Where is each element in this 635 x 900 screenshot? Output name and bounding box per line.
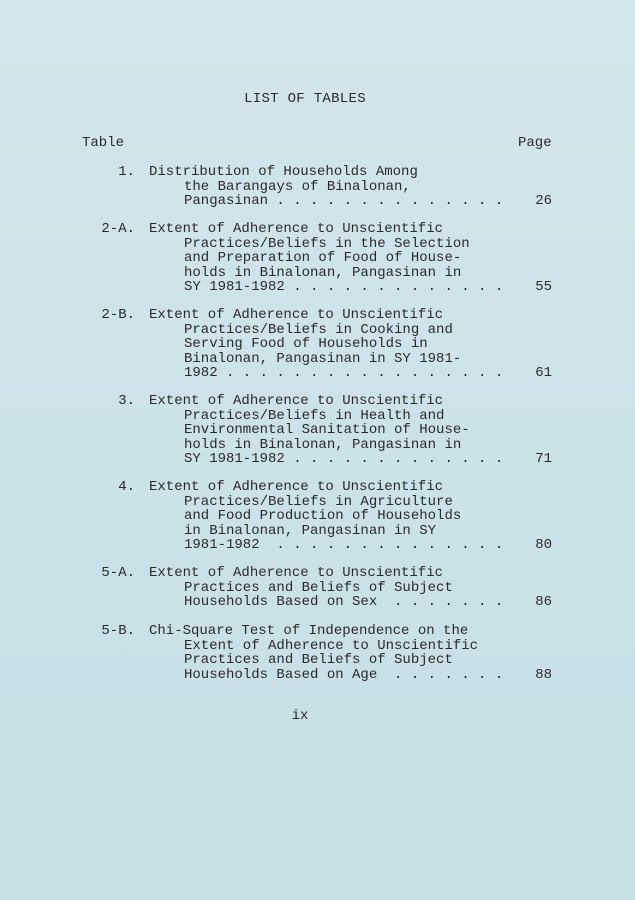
entry-title-line: Extent of Adherence to Unscientific <box>149 307 444 323</box>
entry-number: 2-B. <box>101 307 135 323</box>
entry-page-number: 61 <box>535 365 552 381</box>
entry-number: 2-A. <box>101 221 135 237</box>
entry-page-number: 86 <box>535 594 552 610</box>
entry-title-line: Extent of Adherence to Unscientific <box>149 479 444 495</box>
entry-title-line: Extent of Adherence to Unscientific <box>149 221 444 237</box>
entry-number: 3. <box>118 393 135 409</box>
entry-title-line: in Binalonan, Pangasinan in SY <box>184 522 437 539</box>
entry-page-number: 71 <box>535 451 552 467</box>
entry-title-line: the Barangays of Binalonan, <box>184 178 411 195</box>
entry-number: 1. <box>118 164 135 180</box>
entry-title-line: Practices/Beliefs in Cooking and <box>184 321 453 338</box>
entry-page-number: 88 <box>535 666 552 683</box>
entry-title-line: Environmental Sanitation of House- <box>184 422 470 438</box>
entry-title-line: Practices/Beliefs in the Selection <box>184 235 470 252</box>
table-column-header: Table <box>82 135 125 151</box>
entry-title-line: SY 1981-1982 . . . . . . . . . . . . . <box>184 451 504 467</box>
entry-title-line: and Food Production of Households <box>184 508 462 524</box>
entry-title-line: SY 1981-1982 . . . . . . . . . . . . . <box>184 279 504 295</box>
entry-title-line: Households Based on Sex . . . . . . . <box>184 594 504 610</box>
entry-number: 4. <box>118 479 135 495</box>
entry-title-line: Binalonan, Pangasinan in SY 1981- <box>184 350 462 367</box>
entry-title-line: Extent of Adherence to Unscientific <box>149 393 444 409</box>
entry-title-line: 1981-1982 . . . . . . . . . . . . . . <box>184 537 504 553</box>
entry-page-number: 55 <box>535 279 552 295</box>
entry-title-line: Practices/Beliefs in Health and <box>184 407 445 424</box>
entry-title-line: holds in Binalonan, Pangasinan in <box>184 436 462 453</box>
entry-title-line: and Preparation of Food of House- <box>184 250 462 266</box>
entry-title-line: Extent of Adherence to Unscientific <box>149 565 444 581</box>
entry-title-line: Practices/Beliefs in Agriculture <box>184 493 453 510</box>
entry-title-line: Extent of Adherence to Unscientific <box>184 637 479 654</box>
entry-page-number: 26 <box>535 193 552 209</box>
entry-title-line: Serving Food of Households in <box>184 336 428 352</box>
entry-title-line: Practices and Beliefs of Subject <box>184 652 453 668</box>
entry-number: 5-B. <box>101 623 135 639</box>
entry-title-line: 1982 . . . . . . . . . . . . . . . . . <box>184 365 504 381</box>
entry-title-line: Households Based on Age . . . . . . . <box>184 666 504 683</box>
page-title: LIST OF TABLES <box>244 91 366 107</box>
page-number-footer: ix <box>291 708 309 724</box>
entry-page-number: 80 <box>535 537 552 553</box>
entry-title-line: Distribution of Households Among <box>149 164 418 180</box>
entry-title-line: Practices and Beliefs of Subject <box>184 579 453 596</box>
entry-title-line: holds in Binalonan, Pangasinan in <box>184 264 462 281</box>
entry-title-line: Chi-Square Test of Independence on the <box>149 623 469 639</box>
entry-number: 5-A. <box>101 565 135 581</box>
page-column-header: Page <box>518 135 552 151</box>
entry-title-line: Pangasinan . . . . . . . . . . . . . . <box>184 193 504 209</box>
